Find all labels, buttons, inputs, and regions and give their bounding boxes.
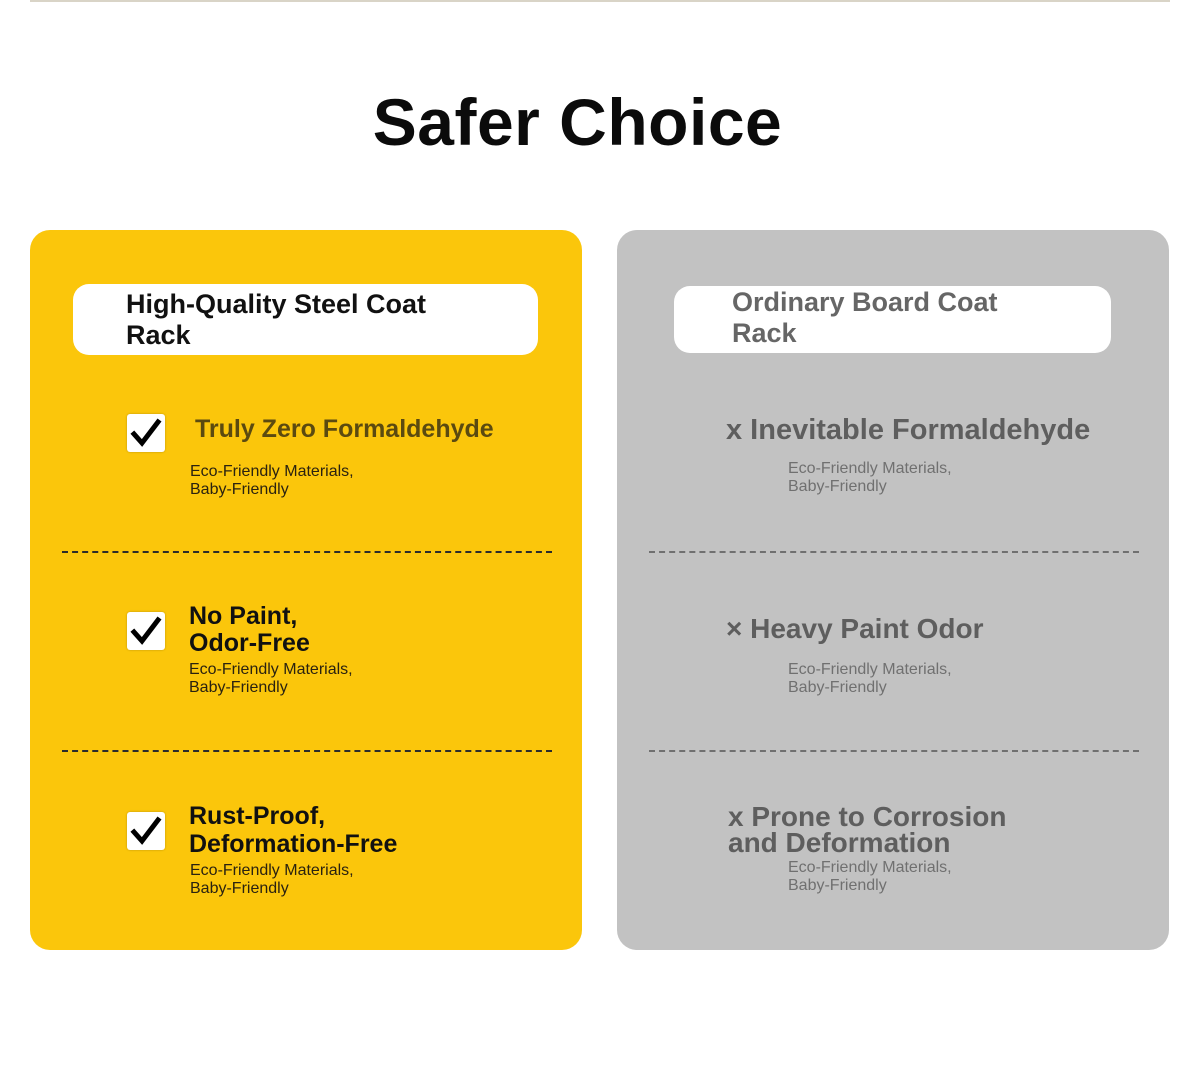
- steel-rack-heading: High-Quality Steel Coat Rack: [126, 289, 427, 350]
- steel-rack-card: [30, 230, 582, 950]
- divider: [62, 750, 552, 752]
- page-title: Safer Choice: [372, 85, 783, 159]
- steel-feature-description: Eco-Friendly Materials, Baby-Friendly: [189, 661, 353, 696]
- steel-feature-title: Rust-Proof, Deformation-Free: [189, 802, 398, 858]
- board-rack-heading-pill: [674, 286, 1111, 353]
- steel-feature-description: Eco-Friendly Materials, Baby-Friendly: [190, 862, 354, 897]
- divider: [62, 551, 552, 553]
- top-image-strip: [30, 0, 1170, 2]
- divider: [649, 750, 1139, 752]
- board-rack-card: [617, 230, 1169, 950]
- board-feature-description: Eco-Friendly Materials, Baby-Friendly: [788, 859, 952, 894]
- board-feature-title: × Heavy Paint Odor: [726, 613, 984, 644]
- board-rack-heading: Ordinary Board Coat Rack: [732, 287, 998, 348]
- board-feature-description: Eco-Friendly Materials, Baby-Friendly: [788, 460, 952, 495]
- board-feature-title: x Inevitable Formaldehyde: [726, 414, 1091, 446]
- board-feature-title: x Prone to Corrosion and Deformation: [728, 801, 1007, 858]
- steel-feature-description: Eco-Friendly Materials, Baby-Friendly: [190, 463, 354, 498]
- steel-feature-title: Truly Zero Formaldehyde: [195, 415, 494, 443]
- checkmark-icon: [127, 414, 165, 452]
- checkmark-icon: [127, 612, 165, 650]
- board-feature-description: Eco-Friendly Materials, Baby-Friendly: [788, 661, 952, 696]
- steel-feature-title: No Paint, Odor-Free: [189, 602, 310, 657]
- steel-rack-heading-pill: [73, 284, 538, 355]
- divider: [649, 551, 1139, 553]
- checkmark-icon: [127, 812, 165, 850]
